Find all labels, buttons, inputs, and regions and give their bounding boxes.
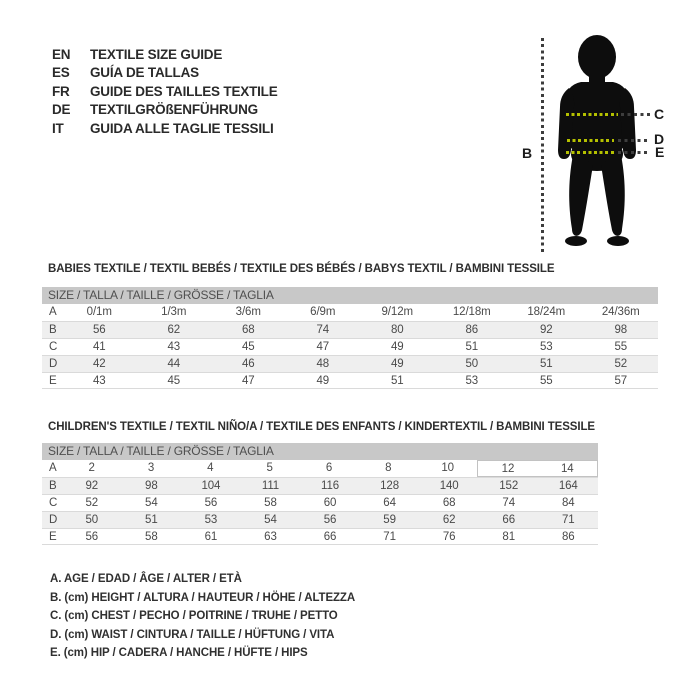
size-cell: 51 (390, 375, 404, 387)
size-cell: 50 (85, 514, 99, 526)
lang-code: EN (52, 46, 71, 62)
size-cell: 43 (92, 375, 106, 387)
language-title-block (52, 45, 278, 138)
babies-size-table (42, 287, 658, 389)
size-cell: 111 (261, 480, 280, 492)
size-cell: 14 (538, 460, 598, 477)
size-cell: 12/18m (452, 306, 491, 318)
table-row-C (42, 338, 658, 355)
size-cell: 8 (385, 462, 392, 474)
size-cell: 2 (88, 462, 95, 474)
chest-measure-line (566, 113, 618, 116)
size-cell: 47 (241, 375, 255, 387)
chest-leader-line (621, 113, 650, 116)
size-cell: 0/1m (86, 306, 112, 318)
size-cell: 50 (465, 358, 479, 370)
size-cell: 3 (147, 462, 155, 474)
size-cell: 47 (316, 341, 330, 353)
size-cell: 58 (264, 497, 277, 509)
size-cell: 164 (558, 480, 578, 492)
legend-age: A. AGE / EDAD / ÂGE / ALTER / ETÀ (50, 573, 242, 586)
size-cell: 41 (92, 341, 106, 353)
table-row-A (42, 304, 658, 321)
size-cell: 66 (502, 514, 516, 526)
row-label: B (49, 324, 57, 336)
size-cell: 56 (85, 531, 99, 543)
size-cell: 98 (614, 324, 628, 336)
size-cell: 71 (383, 531, 396, 543)
lang-title: TEXTILGRÖßENFÜHRUNG (90, 102, 258, 118)
size-cell: 52 (614, 358, 628, 370)
lang-row-de (52, 101, 278, 120)
figure-label-waist: D (654, 131, 665, 147)
size-cell: 55 (614, 341, 628, 353)
size-cell: 53 (465, 375, 479, 387)
size-cell: 48 (316, 358, 330, 370)
lang-code: IT (52, 120, 64, 136)
size-cell: 116 (321, 480, 340, 492)
size-cell: 152 (499, 480, 519, 492)
size-cell: 18/24m (527, 306, 566, 318)
legend-waist: D. (cm) WAIST / CINTURA / TAILLE / HÜFTUNG / VITA (50, 628, 335, 641)
lang-code: ES (52, 65, 70, 81)
size-cell: 5 (266, 462, 273, 474)
table-row-A (42, 460, 598, 477)
table-row-B (42, 321, 658, 338)
size-cell: 53 (539, 341, 553, 353)
lang-title: GUIDA ALLE TAGLIE TESSILI (90, 120, 274, 136)
size-cell: 4 (207, 462, 214, 474)
size-cell: 57 (614, 375, 628, 387)
height-measure-line (541, 38, 544, 252)
children-size-table (42, 443, 598, 545)
size-cell: 56 (204, 497, 218, 509)
size-cell: 3/6m (235, 306, 261, 318)
size-cell: 53 (204, 514, 218, 526)
lang-title: TEXTILE SIZE GUIDE (90, 46, 223, 62)
size-cell: 92 (85, 480, 99, 492)
hip-leader-line (618, 151, 650, 154)
row-label: A (49, 462, 57, 474)
size-cell: 6/9m (310, 306, 336, 318)
row-label: D (49, 358, 58, 370)
size-cell: 60 (323, 497, 337, 509)
legend-chest: C. (cm) CHEST / PECHO / POITRINE / TRUHE / PETTO (50, 610, 338, 623)
size-cell: 52 (85, 497, 99, 509)
size-cell: 43 (167, 341, 181, 353)
size-cell: 54 (145, 497, 158, 509)
hip-measure-line (566, 151, 615, 154)
size-header-bar: SIZE / TALLA / TAILLE / GRÖSSE / TAGLIA (42, 287, 658, 304)
lang-row-en (52, 45, 278, 64)
figure-label-chest: C (654, 106, 665, 122)
size-cell: 56 (92, 324, 106, 336)
size-cell: 62 (442, 514, 456, 526)
size-cell: 54 (264, 514, 277, 526)
waist-leader-line (618, 139, 650, 142)
figure-label-height: B (522, 145, 533, 161)
lang-code: FR (52, 83, 70, 99)
size-cell: 74 (502, 497, 516, 509)
lang-row-it (52, 119, 278, 138)
size-cell: 51 (465, 341, 479, 353)
size-cell: 64 (383, 497, 396, 509)
size-cell: 74 (316, 324, 330, 336)
row-label: B (49, 480, 57, 492)
size-cell: 24/36m (601, 306, 640, 318)
lang-code: DE (52, 102, 71, 118)
size-cell: 84 (561, 497, 575, 509)
row-label: A (49, 306, 57, 318)
size-cell: 92 (539, 324, 553, 336)
babies-section-title: BABIES TEXTILE / TEXTIL BEBÉS / TEXTILE DES BÉBÉS / BABYS TEXTIL / BAMBINI TESSILE (48, 263, 555, 275)
size-cell: 56 (323, 514, 337, 526)
size-cell: 10 (441, 462, 454, 474)
measurement-legend (50, 570, 355, 663)
size-cell: 49 (390, 358, 404, 370)
size-cell: 42 (92, 358, 106, 370)
size-cell: 104 (201, 480, 221, 492)
size-cell: 80 (390, 324, 404, 336)
size-cell: 58 (145, 531, 158, 543)
size-cell: 44 (167, 358, 181, 370)
lang-row-es (52, 64, 278, 83)
legend-hip: E. (cm) HIP / CADERA / HANCHE / HÜFTE / HIPS (50, 647, 308, 660)
size-cell: 68 (241, 324, 255, 336)
size-cell: 1/3m (161, 306, 187, 318)
size-cell: 71 (561, 514, 575, 526)
size-cell: 9/12m (381, 306, 413, 318)
size-cell: 55 (539, 375, 553, 387)
size-cell: 86 (465, 324, 479, 336)
table-row-D (42, 355, 658, 372)
size-cell: 68 (442, 497, 456, 509)
lang-row-fr (52, 82, 278, 101)
size-cell: 62 (167, 324, 181, 336)
size-cell: 61 (204, 531, 218, 543)
size-cell: 51 (539, 358, 553, 370)
size-cell: 45 (241, 341, 255, 353)
lang-title: GUÍA DE TALLAS (90, 65, 199, 81)
table-row-B (42, 477, 598, 494)
size-cell: 98 (145, 480, 158, 492)
table-row-E (42, 528, 598, 545)
size-cell: 59 (383, 514, 396, 526)
measurement-figure (515, 25, 690, 260)
size-cell: 49 (390, 341, 404, 353)
size-cell: 6 (325, 462, 333, 474)
size-cell: 63 (264, 531, 277, 543)
row-label: E (49, 375, 57, 387)
size-cell: 81 (502, 531, 516, 543)
children-section-title: CHILDREN'S TEXTILE / TEXTIL NIÑO/A / TEXTILE DES ENFANTS / KINDERTEXTIL / BAMBINI TESSILE (48, 421, 595, 433)
size-cell: 140 (439, 480, 459, 492)
table-row-C (42, 494, 598, 511)
size-cell: 49 (316, 375, 330, 387)
size-cell: 12 (477, 460, 537, 477)
row-label: C (49, 341, 58, 353)
lang-title: GUIDE DES TAILLES TEXTILE (90, 83, 278, 99)
table-row-D (42, 511, 598, 528)
waist-measure-line (567, 139, 614, 142)
size-cell: 66 (323, 531, 337, 543)
legend-height: B. (cm) HEIGHT / ALTURA / HAUTEUR / HÖHE / ALTEZZA (50, 591, 356, 604)
row-label: C (49, 497, 58, 509)
size-cell: 51 (145, 514, 158, 526)
row-label: E (49, 531, 57, 543)
size-cell: 86 (561, 531, 575, 543)
figure-label-hip: E (655, 144, 665, 160)
size-cell: 76 (442, 531, 456, 543)
size-cell: 128 (380, 480, 400, 492)
row-label: D (49, 514, 58, 526)
size-cell: 45 (167, 375, 181, 387)
size-header-bar: SIZE / TALLA / TAILLE / GRÖSSE / TAGLIA (42, 443, 598, 460)
table-row-E (42, 372, 658, 389)
size-cell: 46 (241, 358, 255, 370)
